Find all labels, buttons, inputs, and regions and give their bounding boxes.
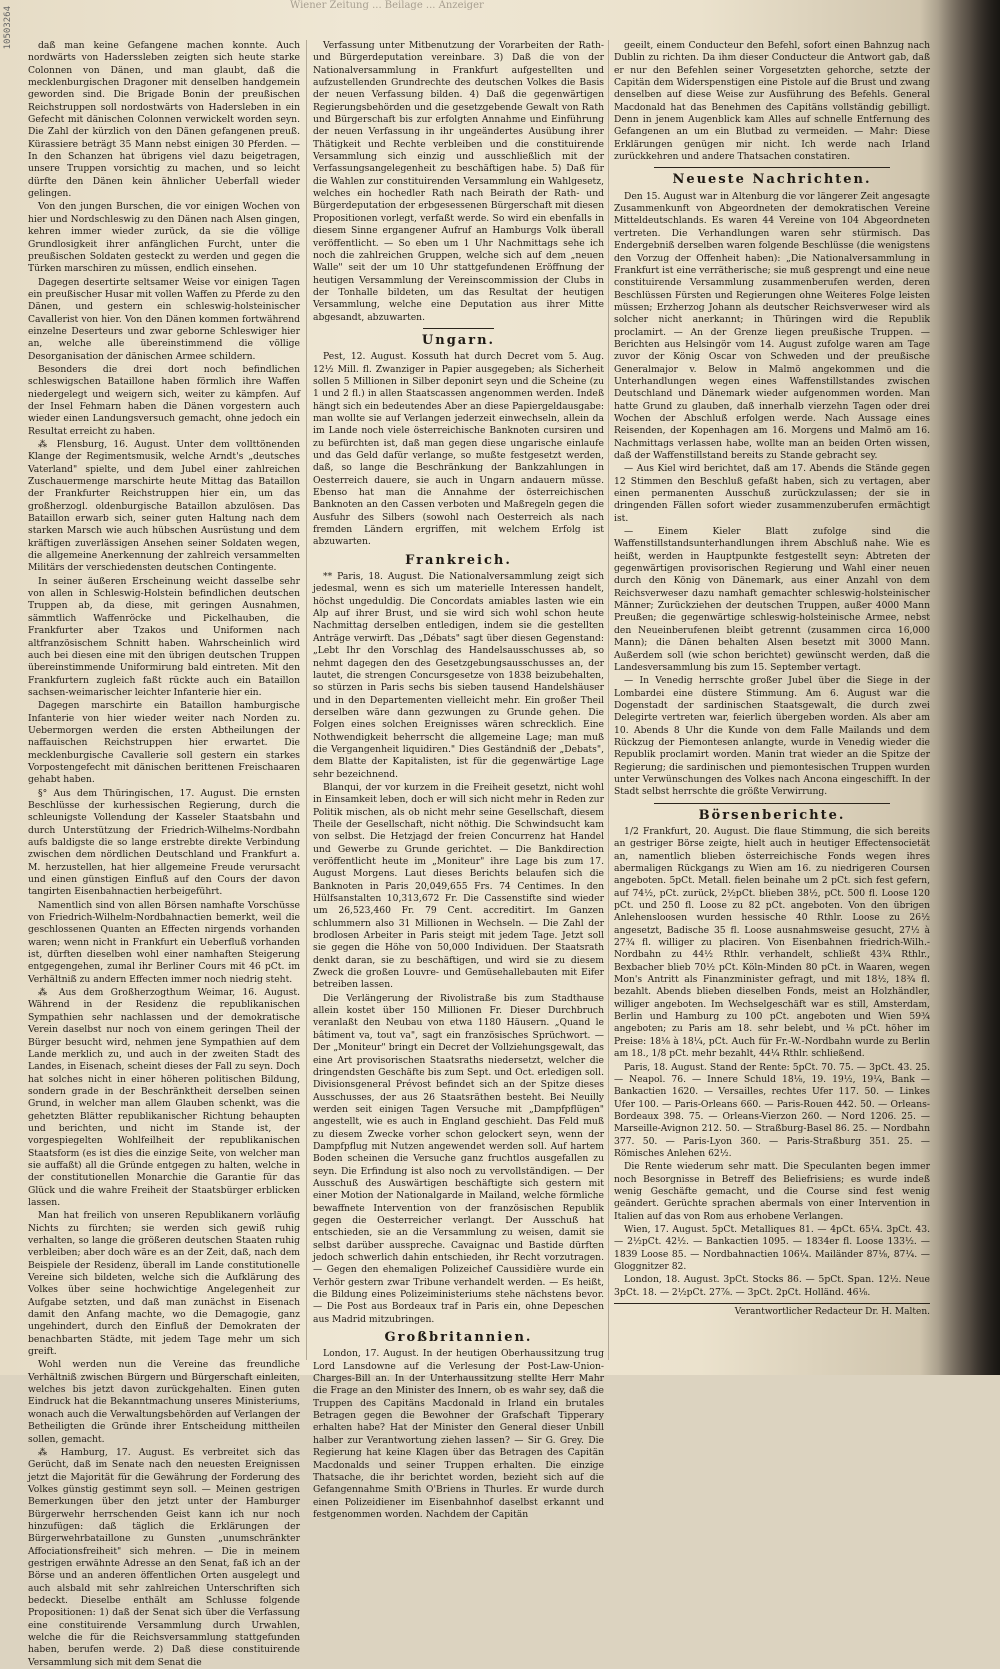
paragraph: geeilt, einem Conducteur den Befehl, sofort einen Bahnzug nach Dublin zu richten. Da ihm dieser Conducteur die Antwort gab, daß er nur den Befehlen seiner Vorgesetzten gehorche, setzte der Capitän dem Widerspenstigen eine Pistole auf die Brust und zwang denselben auf diese Weise zur Ausführung des Befehls. General Macdonald hat das Benehmen des Capitäns vollständig gebilligt. Denn in jenem Augenblick kam Alles auf schnelle Entfernung des Gefangenen an um ein Blutbad zu vermeiden. — Mahr: Diese Erklärungen genügen mir nicht. Ich werde nach Irland zurückkehren und andere Thatsachen constatiren.	[614, 40, 930, 163]
section-heading-frankreich: Frankreich.	[405, 552, 512, 568]
bleed-through-header: Wiener Zeitung ... Beilage ... Anzeiger	[290, 0, 484, 11]
editor-footer: Verantwortlicher Redacteur Dr. H. Malten.	[614, 1303, 930, 1318]
paragraph: Die Rente wiederum sehr matt. Die Speculanten begen immer noch Besorgnisse in Betreff des Beliefrisiens; es wurde indeß wenig Geschäfte gemacht, und die Course sind fest wenig geändert. Gerüchte sprachen abermals von einer Intervention in Italien auf das von Rom aus erhobene Verlangen.	[614, 1161, 930, 1222]
column-2	[313, 40, 604, 1520]
paragraph: Paris, 18. August. Stand der Rente: 5pCt. 70. 75. — 3pCt. 43. 25. — Neapol. 76. — Innere Schuld 18⅛, 19. 19½, 19¼, Bank — Bankactien 1620. — Versailles, rechtes Ufer 117. 50. — Linkes Ufer 100. — Paris-Orleans 660. — Paris-Rouen 442. 50. — Orleans-Bordeaux 398. 75. — Orleans-Vierzon 260. — Nord 1206. 25. — Marseille-Avignon 212. 50. — Straßburg-Basel 86. 25. — Nordbahn 377. 50. — Paris-Lyon 360. — Paris-Straßburg 351. 25. — Römisches Anlehen 62½.	[614, 1061, 930, 1159]
paragraph: In seiner äußeren Erscheinung weicht dasselbe sehr von allen in Schleswig-Holstein befindlichen deutschen Truppen ab, da diese, mit geringen Ausnahmen, sämmtlich Waffenröcke und Pickelhauben, die Frankfurter aber Tzakos und Uniformen nach altfranzösischem Schnitt haben. Wahrscheinlich wird auch bei diesen eine mit den übrigen deutschen Truppen übereinstimmende Uniformirung bald eintreten. Mit den Frankfurtern zugleich faßt rückte auch ein Bataillon sachsen-weimarischer leichter Infanterie hier ein.	[28, 575, 300, 698]
paragraph: London, 17. August. In der heutigen Oberhaussitzung trug Lord Lansdowne auf die Verlesung der Post-Law-Union-Charges-Bill an. In der Unterhaussitzung stellte Herr Mahr die Frage an den Minister des Innern, ob es wahr sey, daß die Truppen des Capitäns Macdonald in Irland ein brutales Betragen gegen die Bewohner der Grafschaft Tipperary erhalten habe? Hat der Minister den General dieser Unbill halber zur Verantwortung ziehen lassen? — Sir G. Grey. Die Regierung hat keine Klagen über das Betragen des Capitän Macdonalds und seiner Truppen erhalten. Die einzige Thatsache, die ihr berichtet worden, bezieht sich auf die Gefangennahme Smith O'Briens in Thurles. Er wurde durch einen Polizeidiener im Eisenbahnhof daselbst erkannt und festgenommen worden. Nachdem der Capitän	[313, 1348, 604, 1520]
paragraph: daß man keine Gefangene machen konnte. Auch nordwärts von Haderssleben zeigten sich heute starke Colonnen von Dänen, und man glaubt, daß die mecklenburgischen Dragoner mit denselben handgemein geworden sind. Die Brigade Bonin der preußischen Reichstruppen soll nordostwärts von Hadersleben in ein Gefecht mit dänischen Colonnen verwickelt worden seyn. Die Zahl der kürzlich von den Dänen gefangenen preuß. Kürassiere beträgt 35 Mann nebst einigen 30 Pferden. — In den Schanzen hat übrigens viel dazu beigetragen, unsere Truppen vorsichtig zu machen, und so leicht dürfte den Dänen kein ähnlicher Ueberfall wieder gelingen.	[28, 40, 300, 200]
paragraph: ⁂ Aus dem Großherzogthum Weimar, 16. August. Während in der Residenz die republikanischen Sympathien sehr nachlassen und der demokratische Verein daselbst nur noch von einem geringen Theil der Bürger besucht wird, nehmen jene Sympathien auf dem Lande merklich zu, und auch in der zweiten Stadt des Landes, in Eisenach, scheint dieses der Fall zu seyn. Doch hat solches nicht in einer höheren politischen Bildung, sondern grade in der Beschränktheit derselben seinen Grund, in welcher man allem Glauben schenkt, was die gehetzten Blätter republikanischer Richtung behaupten und berichten, und nicht im Stande ist, der vorgespiegelten Wohlfeilheit der republikanischen Staatsform (es ist dies die einzige Seite, von welcher man sie auffaßt) all die Gründe entgegen zu halten, welche in der constitutionellen Monarchie die Garantie für das Glück und die wahre Freiheit der Staatsbürger erblicken lassen.	[28, 987, 300, 1208]
paragraph: 1/2 Frankfurt, 20. August. Die flaue Stimmung, die sich bereits an gestriger Börse zeigte, hielt auch in heutiger Effectensocietät an, namentlich blieben österreichische Fonds wegen ihres abermaligen Rückgangs zu Wien am 16. zu niedrigeren Coursen angeboten. 5pCt. Metall. fielen beinahe um 2 pCt. sich fest gefern, auf 74½, pCt. zurück, 2½pCt. blieben 38½, pCt. 500 fl. Loose 120 pCt. und 250 fl. Loose zu 82 pCt. angeboten. Von den übrigen Anlehensloosen wurden hessische 40 Rthlr. Loose zu 26½ angesetzt, Badische 35 fl. Loose ausnahmsweise gesucht, 27½ à 27¾ fl. williger zu placiren. Von Eisenbahnen friedrich-Wilh.-Nordbahn zu 44½ Rthlr. verhandelt, schließt 43¾ Rthlr., Bexbacher blieb 70½ pCt. Köln-Minden 80 pCt. in Waaren, wegen Mon's Antritt als Finanzminister gefragt, und mit 18½, 18¾ fl. bezahlt. Abends blieben dieselben Fonds, meist an Holzhändler, williger angeboten. Im Wechselgeschäft war es still, Amsterdam, Berlin und Hamburg zu 100 pCt. angeboten und Wien 59¾ angeboten; zu Paris am 18. sehr belebt, und ⅛ pCt. höher im Preise: 18⅛ à 18¼, pCt. Auch für Fr.-W.-Nordbahn wurde zu Berlin am 18., 1/8 pCt. mehr bezahlt, 44¼ Rthlr. schließend.	[614, 825, 930, 1060]
paragraph: Verfassung unter Mitbenutzung der Vorarbeiten der Rath- und Bürgerdeputation vereinbare. 3) Daß die von der Nationalversammlung in Frankfurt aufgestellten und aufzustellenden Grundrechte des deutschen Volkes die Basis der neuen Verfassung bilden. 4) Daß die gegenwärtigen Regierungsbehörden und die gesetzgebende Gewalt von Rath und Bürgerschaft bis zur erfolgten Annahme und Einführung der neuen Verfassung in ihr ungeändertes Ausübung ihrer Thätigkeit und Rechte verbleiben und die constituirende Versammlung sich einzig und ausschließlich mit der Verfassungsangelegenheit zu beschäftigen habe. 5) Daß für die Wahlen zur constituirenden Versammlung ein Wahlgesetz, welches ein hochedler Rath nach Beirath der Rath- und Bürgerdeputation der erbgesessenen Bürgerschaft mit diesen Propositionen vorlegt, verfaßt werde. So wird ein ebenfalls in diesem Sinne ergangener Aufruf an Hamburgs Volk überall veröffentlicht. — So eben um 1 Uhr Nachmittags sehe ich noch die zahlreichen Gruppen, welche sich auf dem „neuen Walle" seit der um 10 Uhr stattgefundenen Eröffnung der heutigen Versammlung der Vereinscommission der Clubs in der Tonhalle bildeten, um das Resultat der heutigen Versammlung, welche eine Deputation aus ihrer Mitte abgesandt, abzuwarten.	[313, 40, 604, 323]
section-heading-neueste-nachrichten: Neueste Nachrichten.	[672, 172, 872, 188]
paragraph: Wien, 17. August. 5pCt. Metalliques 81. — 4pCt. 65¼. 3pCt. 43. — 2½pCt. 42½. — Bankactien 1095. — 1834er fl. Loose 133½. — 1839 Loose 85. — Nordbahnactien 106¼. Mailänder 87⅛, 87¼. — Gloggnitzer 82.	[614, 1223, 930, 1272]
column-divider	[608, 40, 609, 1360]
paragraph: ⁂ Hamburg, 17. August. Es verbreitet sich das Gerücht, daß im Senate nach den neuesten Ereignissen jetzt die Majorität für die Gewährung der Forderung des Volkes günstig gestimmt seyn soll. — Meinen gestrigen Bemerkungen über den jetzt unter der Hamburger Bürgerwehr herrschenden Geist kann ich nur noch hinzufügen: daß täglich die Erklärungen der Bürgerwehrbataillone zu Gunsten „unumschränkter Affociationsfreiheit" sich mehren. — Die in meinem gestrigen erwähnte Adresse an den Senat, faß ich an der Börse und an anderen öffentlichen Orten ausgelegt und auch alsbald mit sehr zahlreichen Unterschriften sich bedeckt. Dieselbe enthält am Schlusse folgende Propositionen: 1) daß der Senat sich über die Verfassung eine constituirende Versammlung durch Urwahlen, welche die für die Reichsversammlung stattgefunden haben, berufen werde. 2) Daß diese constituirende Versammlung sich mit dem Senat die	[28, 1446, 300, 1668]
paragraph: Dagegen marschirte ein Bataillon hamburgische Infanterie von hier wieder weiter nach Norden zu. Uebermorgen werden die ersten Abtheilungen der naffauischen Reichstruppen hier erwartet. Die mecklenburgische Cavallerie soll gestern ein starkes Vorpostengefecht mit dänischen berittenen Freischaaren gehabt haben.	[28, 700, 300, 786]
column-1	[28, 40, 300, 1668]
section-rule	[654, 803, 890, 804]
section-rule	[654, 167, 890, 168]
paragraph: Man hat freilich von unseren Republikanern vorläufig Nichts zu fürchten; sie werden sich gewiß ruhig verhalten, so lange die größeren deutschen Staaten ruhig verbleiben; aber doch wäre es an der Zeit, daß, nach dem Beispiele der Residenz, überall im Lande constitutionelle Vereine sich bildeten, welche sich die Aufklärung des Volkes über seine hochwichtige Angelegenheit zur Aufgabe setzten, und daß man zunächst in Eisenach damit den Anfang machte, wo die Demagogie, ganz ungehindert, durch den Einfluß der Demokraten der benachbarten Städte, mit jedem Tage mehr um sich greift.	[28, 1210, 300, 1358]
paragraph: Pest, 12. August. Kossuth hat durch Decret vom 5. Aug. 12½ Mill. fl. Zwanziger in Papier ausgegeben; als Sicherheit sollen 5 Millionen in Silber deponirt seyn und die Scheine (zu 1 und 2 fl.) in allen Staatscassen angenommen werden. Indeß hängt sich ein bedeutendes Aber an diese Papiergeldausgabe: man wollte sie auf Verlangen jederzeit einwechseln, allein da im Lande noch viele österreichische Banknoten cursiren und zu befürchten ist, daß man gegen diese ungarische einlaufe und das Geld dafür verlange, so mußte festgesetzt werden, daß, so lange die Beschränkung der Bankzahlungen in Oesterreich dauere, sie auch in Ungarn andauern müsse. Ebenso hat man die Annahme der österreichischen Banknoten an den Cassen verboten und Maßregeln gegen die Ausfuhr des Silbers (sowohl nach Oesterreich als nach fremden Ländern ergriffen, mit welchem Erfolg ist abzuwarten.	[313, 351, 604, 548]
section-heading-grossbritannien: Großbritannien.	[384, 1330, 533, 1346]
paragraph: ⁂ Flensburg, 16. August. Unter dem vollttönenden Klange der Regimentsmusik, welche Arndt's „deutsches Vaterland" spielte, und dem Jubel einer zahlreichen Zuschauermenge marschirte heute Mittag das Bataillon der Frankfurter Reichstruppen hier ein, um das großherzogl. oldenburgische Bataillon abzulösen. Das Bataillon erwarb sich, seiner guten Haltung nach dem starken Marsch wie auch hübschen Ausrüstung und dem kräftigen zuverlässigen Ansehen seiner Soldaten wegen, die allgemeine Anerkennung der zahlreich versammelten Militärs der verschiedensten deutschen Contingente.	[28, 439, 300, 574]
paragraph: — Einem Kieler Blatt zufolge sind die Waffenstillstandsunterhandlungen ihrem Abschluß nahe. Wie es heißt, werden in Hauptpunkte festgestellt seyn: Abtreten der gegenwärtigen provisorischen Regierung und Wahl einer neuen durch den König von Dänemark, aus einer Anzahl von dem Reichsverweser dazu namhaft gemachter schleswig-holsteinischer Männer; Zurückziehen der deutschen Truppen, außer 4000 Mann Preußen; die gegenwärtige schleswig-holsteinische Armee, nebst den Neueinberufenen bleibt getrennt (zusammen circa 16,000 Mann); die Dänen behalten Alsen besetzt mit 3000 Mann. Außerdem soll (wie schon berichtet) gewünscht werden, daß die Landesversammlung bis zum 15. September vertagt.	[614, 526, 930, 673]
paragraph: §° Aus dem Thüringischen, 17. August. Die ernsten Beschlüsse der kurhessischen Regierung, durch die schleunigste Vollendung der Kasseler Staatsbahn und durch Unterstützung der Friedrich-Wilhelms-Nordbahn aufs baldigste die so lange erstrebte direkte Verbindung zwischen dem nördlichen Deutschland und Frankfurt a. M. herzustellen, hat hier allgemeine Freude verursacht und einen günstigen Einfluß auf den Cours der davon tangirten Eisenbahnactien herbeigeführt.	[28, 787, 300, 898]
page-fold-shadow	[938, 0, 1000, 1375]
column-3	[614, 40, 930, 1370]
section-rule	[423, 328, 494, 329]
paragraph: Blanqui, der vor kurzem in die Freiheit gesetzt, nicht wohl in Einsamkeit leben, doch er will sich nicht mehr in Reden zur Politik mischen, als ob nicht mehr seine Gesellschaft, diesem Theile der Gesellschaft, nicht nöthig. Die Schwindsucht kam von selbst. Die Hetzjagd der freien Concurrenz hat Handel und Gewerbe zu Grunde gerichtet. — Die Bankdirection veröffentlicht heute im „Moniteur" ihre Lage bis zum 17. August Morgens. Laut dieses Berichts belaufen sich die Banknoten in Paris 20,049,655 Frs. 74 Centimes. In den Hülfsanstalten 10,313,672 Fr. Die Cassenstifte sind wieder um 26,523,460 Fr. 79 Cent. accreditirt. Im Ganzen schlummern also 31 Millionen in Wechseln. — Die Zahl der brodlosen Arbeiter in Paris steigt mit jedem Tage. Jetzt soll sie gegen die Höhe von 50,000 Individuen. Der Staatsrath denkt daran, sie zu beschäftigen, und wird sie zu diesem Zweck die großen Louvre- und Gemüsehallebauten mit Eifer betreiben lassen.	[313, 781, 604, 991]
paragraph: ** Paris, 18. August. Die Nationalversammlung zeigt sich jedesmal, wenn es sich um materielle Interessen handelt, höchst ungeduldig. Die Concordats amiables lasten wie ein Alp auf ihrer Brust, und sie wird sich wohl schon heute Nachmittag derselben entledigen, indem sie die gestellten Anträge verwirft. Das „Débats" sagt über diesen Gegenstand: „Lebt Ihr den Vorschlag des Handelsausschusses ab, so nehmt dagegen den des Gesetzgebungsausschusses an, der lautet, die strengen Concursgesetze von 1838 beizubehalten, so stürzen in Paris sechs bis sieben tausend Handelshäuser und in den Departementen vielleicht mehr. Ein großer Theil derselben wäre dann gezwungen zu Grunde gehen. Die Folgen eines solchen Ereignisses wären schrecklich. Eine Nothwendigkeit beherrscht die allgemeine Lage; man muß die Vergangenheit liquidiren." Dies Geständniß der „Debats", dem Blatte der Kapitalisten, ist für die gegenwärtige Lage sehr bezeichnend.	[313, 571, 604, 780]
paragraph: Namentlich sind von allen Börsen namhafte Vorschüsse von Friedrich-Wilhelm-Nordbahnactien bemerkt, weil die geschlossenen Quanten an Effecten nirgends vorhanden waren; wenn nicht in Frankfurt ein Ueberfluß vorhanden ist, dürften dieselben wohl einer namhaften Steigerung entgegengehen, zumal ihr Berliner Cours mit 46 pCt. im Verhältniß zu andern Effecten immer noch niedrig steht.	[28, 899, 300, 985]
paragraph: Von den jungen Burschen, die vor einigen Wochen von hier und Nordschleswig zu den Dänen nach Alsen gingen, kehren immer wieder zurück, da sie die völlige Grundlosigkeit ihrer anfänglichen Furcht, unter die preußischen Soldaten gesteckt zu werden und gegen die Türken marschiren zu müssen, endlich einsehen.	[28, 201, 300, 275]
paragraph: Den 15. August war in Altenburg die vor längerer Zeit angesagte Zusammenkunft von Abgeordneten der demokratischen Vereine Mitteldeutschlands. Es waren 44 Vereine von 104 Abgeordneten vertreten. Die Verhandlungen waren sehr stürmisch. Das Endergebniß derselben waren folgende Beschlüsse (die wenigstens den Vorzug der Offenheit haben): „Die Nationalversammlung in Frankfurt ist eine verrätherische; sie muß gesprengt und eine neue constituirende Versammlung zusammenberufen werden, deren Beschlüssen Fürsten und Regierungen ohne Weiteres Folge leisten müssen; Erzherzog Johann als deutscher Reichsverweser wird als solcher nicht anerkannt; in Thüringen wird die Republik proclamirt. — An der Grenze liegen preußische Truppen. — Berichten aus Helsingör vom 14. August zufolge waren am Tage zuvor der König Oscar von Schweden und der preußische Generalmajor v. Below in Malmö angekommen und die Unterhandlungen wegen eines Waffenstillstandes zwischen Deutschland und Dänemark wieder aufgenommen worden. Man hatte Grund zu glauben, daß innerhalb vierzehn Tagen oder drei Wochen der Abschluß erfolgen werde. Nach Aussage eines Reisenden, der Kopenhagen am 16. Morgens und Malmö am 16. Nachmittags verlassen habe, wollte man an beiden Orten wissen, daß der Waffenstillstand bereits zu Stande gebracht sey.	[614, 190, 930, 461]
scan-id: 10503264	[3, 6, 13, 50]
section-heading-boersenberichte: Börsenberichte.	[698, 807, 846, 823]
paragraph: Wohl werden nun die Vereine das freundliche Verhältniß zwischen Bürgern und Bürgerschaft einleiten, welches bis jetzt davon zurückgehalten. Einen guten Eindruck hat die Bekanntmachung unseres Ministeriums, wonach auch die Verwaltungsbehörden auf Verlangen der Betheiligten die Gründe ihrer Entscheidung mittheilen sollen, gemacht.	[28, 1359, 300, 1445]
paragraph: — Aus Kiel wird berichtet, daß am 17. Abends die Stände gegen 12 Stimmen den Beschluß gefaßt haben, sich zu vertagen, aber einen permanenten Ausschuß zurückzulassen; der sie in dringenden Fällen sofort wieder zusammenzuberufen ermächtigt ist.	[614, 463, 930, 524]
paragraph: Besonders die drei dort noch befindlichen schleswigschen Bataillone haben förmlich ihre Waffen niedergelegt und weigern sich, weiter zu kämpfen. Auf der Insel Fehmarn haben die Dänen vorgestern auch wieder einen Landungsversuch gemacht, ohne jedoch ein Resultat erreicht zu haben.	[28, 363, 300, 437]
column-divider	[306, 40, 307, 1360]
paragraph: Die Verlängerung der Rivolistraße bis zum Stadthause allein kostet über 150 Millionen Fr. Dieser Durchbruch veranlaßt den Neubau von etwa 1180 Häusern. „Quand le bâtiment va, tout va", sagt ein französisches Sprüchwort. — Der „Moniteur" bringt ein Decret der Vollziehungsgewalt, das eine Art provisorischen Staatsraths niedersetzt, welcher die dringendsten Geschäfte bis zum Sept. und Oct. erledigen soll. Divisionsgeneral Prévost befindet sich an der Spitze dieses Ausschusses, der aus 26 Staatsräthen besteht. Bei Neuilly werden seit einigen Tagen Versuche mit „Dampfpflügen" angestellt, wie es auch in England geschieht. Das Feld muß zu diesem Zwecke vorher schon gelockert seyn, wenn der Dampfpflug mit Nutzen angewendet werden soll. Auf hartem Boden scheinen die Versuche ganz fruchtlos ausgefallen zu seyn. Die Erfindung ist also noch zu vervollständigen. — Der Ausschuß des Auswärtigen beschäftigte sich gestern mit einer Motion der Nationalgarde in Mailand, welche förmliche bewaffnete Intervention von der französischen Republik gegen die Oesterreicher verlangt. Der Ausschuß hat entschieden, sie an die Versammlung zu weisen, damit sie selbst darüber ausspreche. Cavaignac und Bastide dürften jedoch schwerlich dahin entschieden, ihr Recht vorzutragen. — Gegen den ehemaligen Polizeichef Caussidière wurde ein Verhör gestern zwar Tribune verhandelt werden. — Es heißt, die Bildung eines Polizeiministeriums stehe nächstens bevor. — Die Post aus Bordeaux traf in Paris ein, ohne Depeschen aus Madrid mitzubringen.	[313, 992, 604, 1325]
paragraph: Dagegen desertirte seltsamer Weise vor einigen Tagen ein preußischer Husar mit vollen Waffen zu Pferde zu den Dänen, und gestern ein schleswig-holsteinischer Cavallerist von hier. Von den Dänen kommen fortwährend einzelne Deserteurs und zwar geborne Schleswiger hier an, welche alle übereinstimmend die völlige Desorganisation der dänischen Armee schildern.	[28, 276, 300, 362]
section-heading-ungarn: Ungarn.	[421, 332, 496, 348]
paragraph: London, 18. August. 3pCt. Stocks 86. — 5pCt. Span. 12½. Neue 3pCt. 18. — 2½pCt. 27⅞. — 3pCt. 2pCt. Holländ. 46⅛.	[614, 1274, 930, 1298]
paragraph: — In Venedig herrschte großer Jubel über die Siege in der Lombardei eine düstere Stimmung. Am 6. August war die Dogenstadt der sardinischen Staatsgewalt, die durch zwei Delegirte vertreten war, feierlich übergeben worden. Als aber am 10. Abends 8 Uhr die Kunde von dem Falle Mailands und dem Rückzug der Piemontesen anlangte, wurde in Venedig wieder die Republik proclamirt worden. Manin trat wieder an die Spitze der Regierung; die sardinischen und piemontesischen Truppen wurden unter Verwünschungen des Volkes nach Ancona eingeschifft. In der Stadt selbst herrschte die größte Verwirrung.	[614, 675, 930, 798]
